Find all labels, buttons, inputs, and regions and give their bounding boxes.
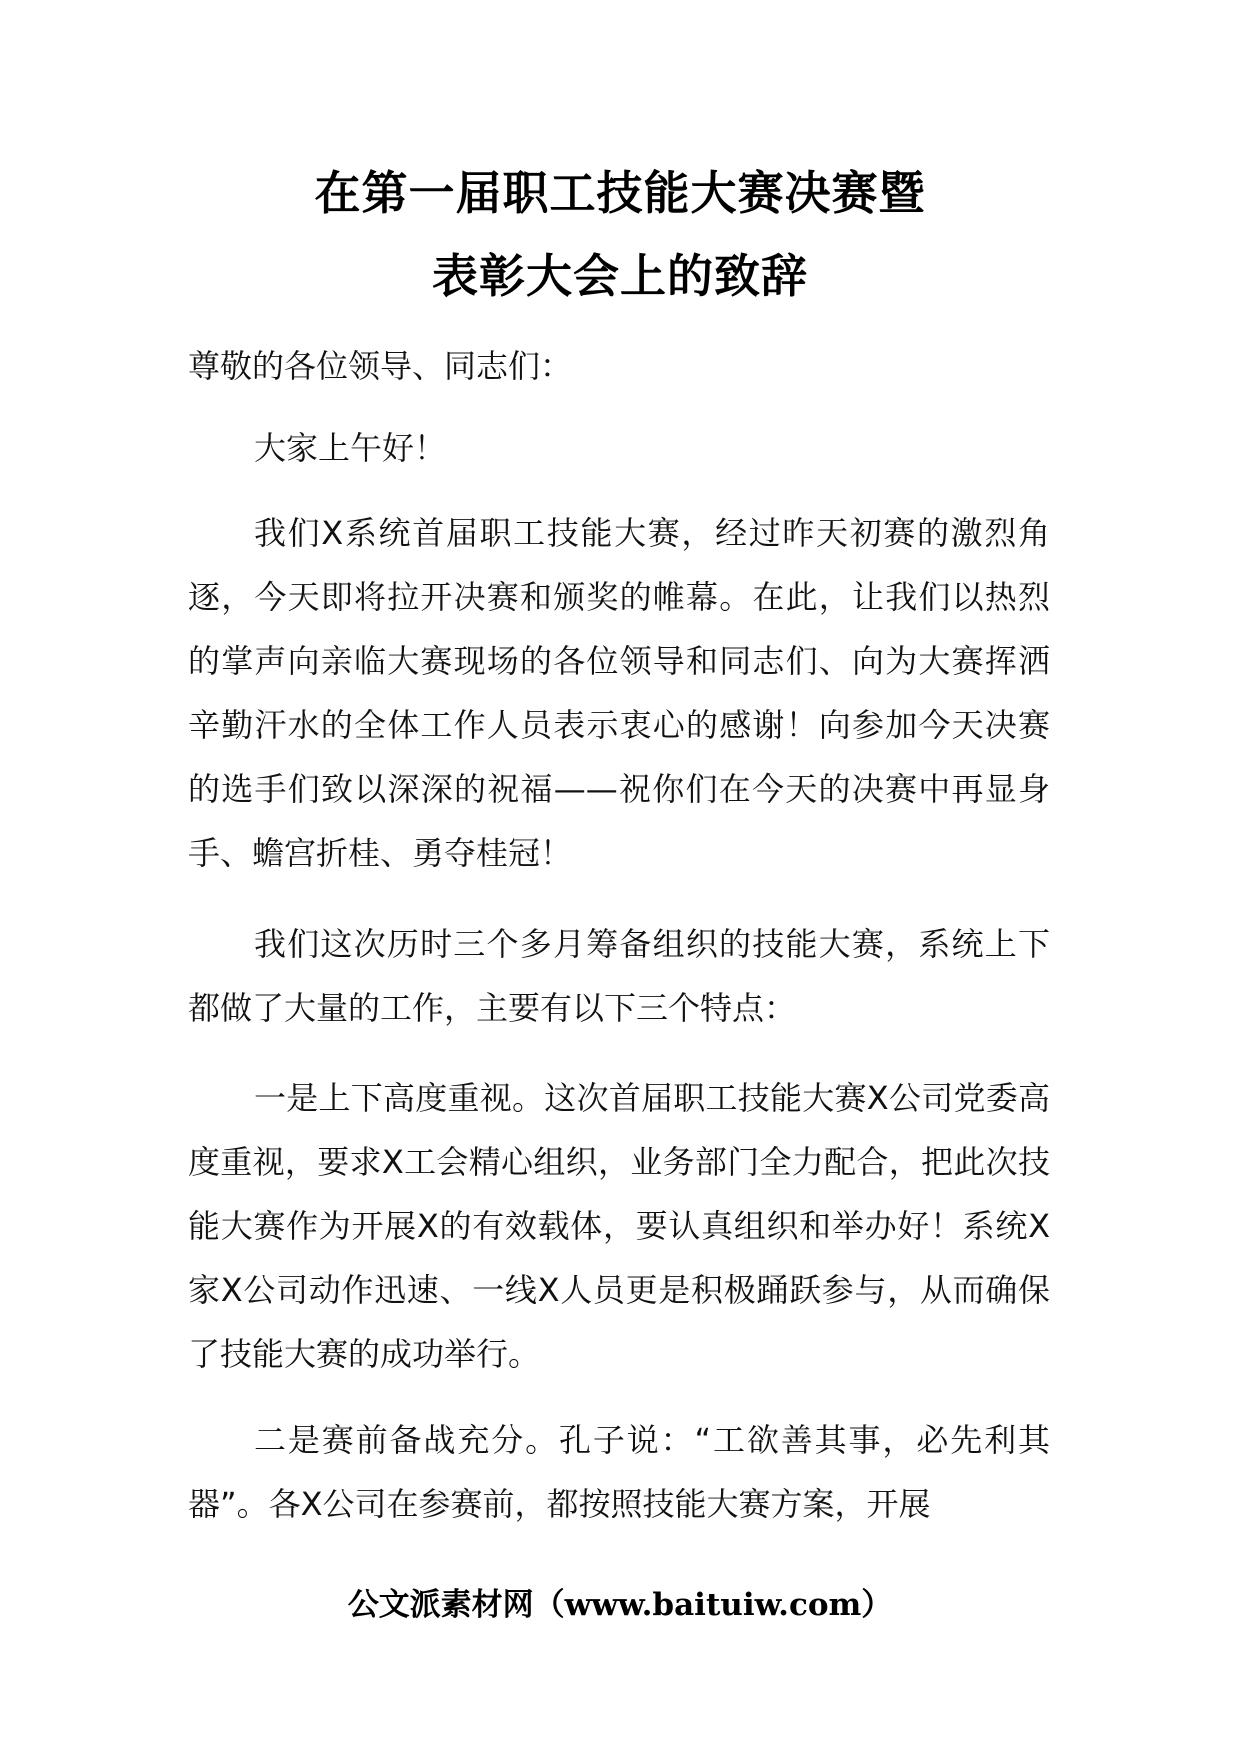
paragraph-feature-one: 一是上下高度重视。这次首届职工技能大赛X公司党委高度重视，要求X工会精心组织，业务部门全力配合，把此次技能大赛作为开展X的有效载体，要认真组织和举办好！系统X家X公司动作迅速、一线X人员更是积极踊跃参与，从而确保了技能大赛的成功举行。 <box>188 1079 1050 1373</box>
document-title-line-1: 在第一届职工技能大赛决赛暨 <box>314 166 926 220</box>
document-title-line-2: 表彰大会上的致辞 <box>432 249 808 303</box>
greeting: 大家上午好！ <box>254 429 447 467</box>
paragraph-opening: 我们X系统首届职工技能大赛，经过昨天初赛的激烈角逐，今天即将拉开决赛和颁奖的帷幕。在此，让我们以热烈的掌声向亲临大赛现场的各位领导和同志们、向为大赛挥洒辛勤汗水的全体工作人员表示衷心的感谢！向参加今天决赛的选手们致以深深的祝福——祝你们在今天的决赛中再显身手、蟾宫折桂、勇夺桂冠！ <box>188 514 1050 872</box>
paragraph-features-intro: 我们这次历时三个多月筹备组织的技能大赛，系统上下都做了大量的工作，主要有以下三个特点： <box>188 925 1050 1027</box>
paragraph-feature-two: 二是赛前备战充分。孔子说：“工欲善其事，必先利其器”。各X公司在参赛前，都按照技能大赛方案，开展 <box>188 1421 1050 1523</box>
footer-source: 公文派素材网（www.baituiw.com） <box>347 1587 893 1623</box>
salutation: 尊敬的各位领导、同志们： <box>188 347 573 385</box>
